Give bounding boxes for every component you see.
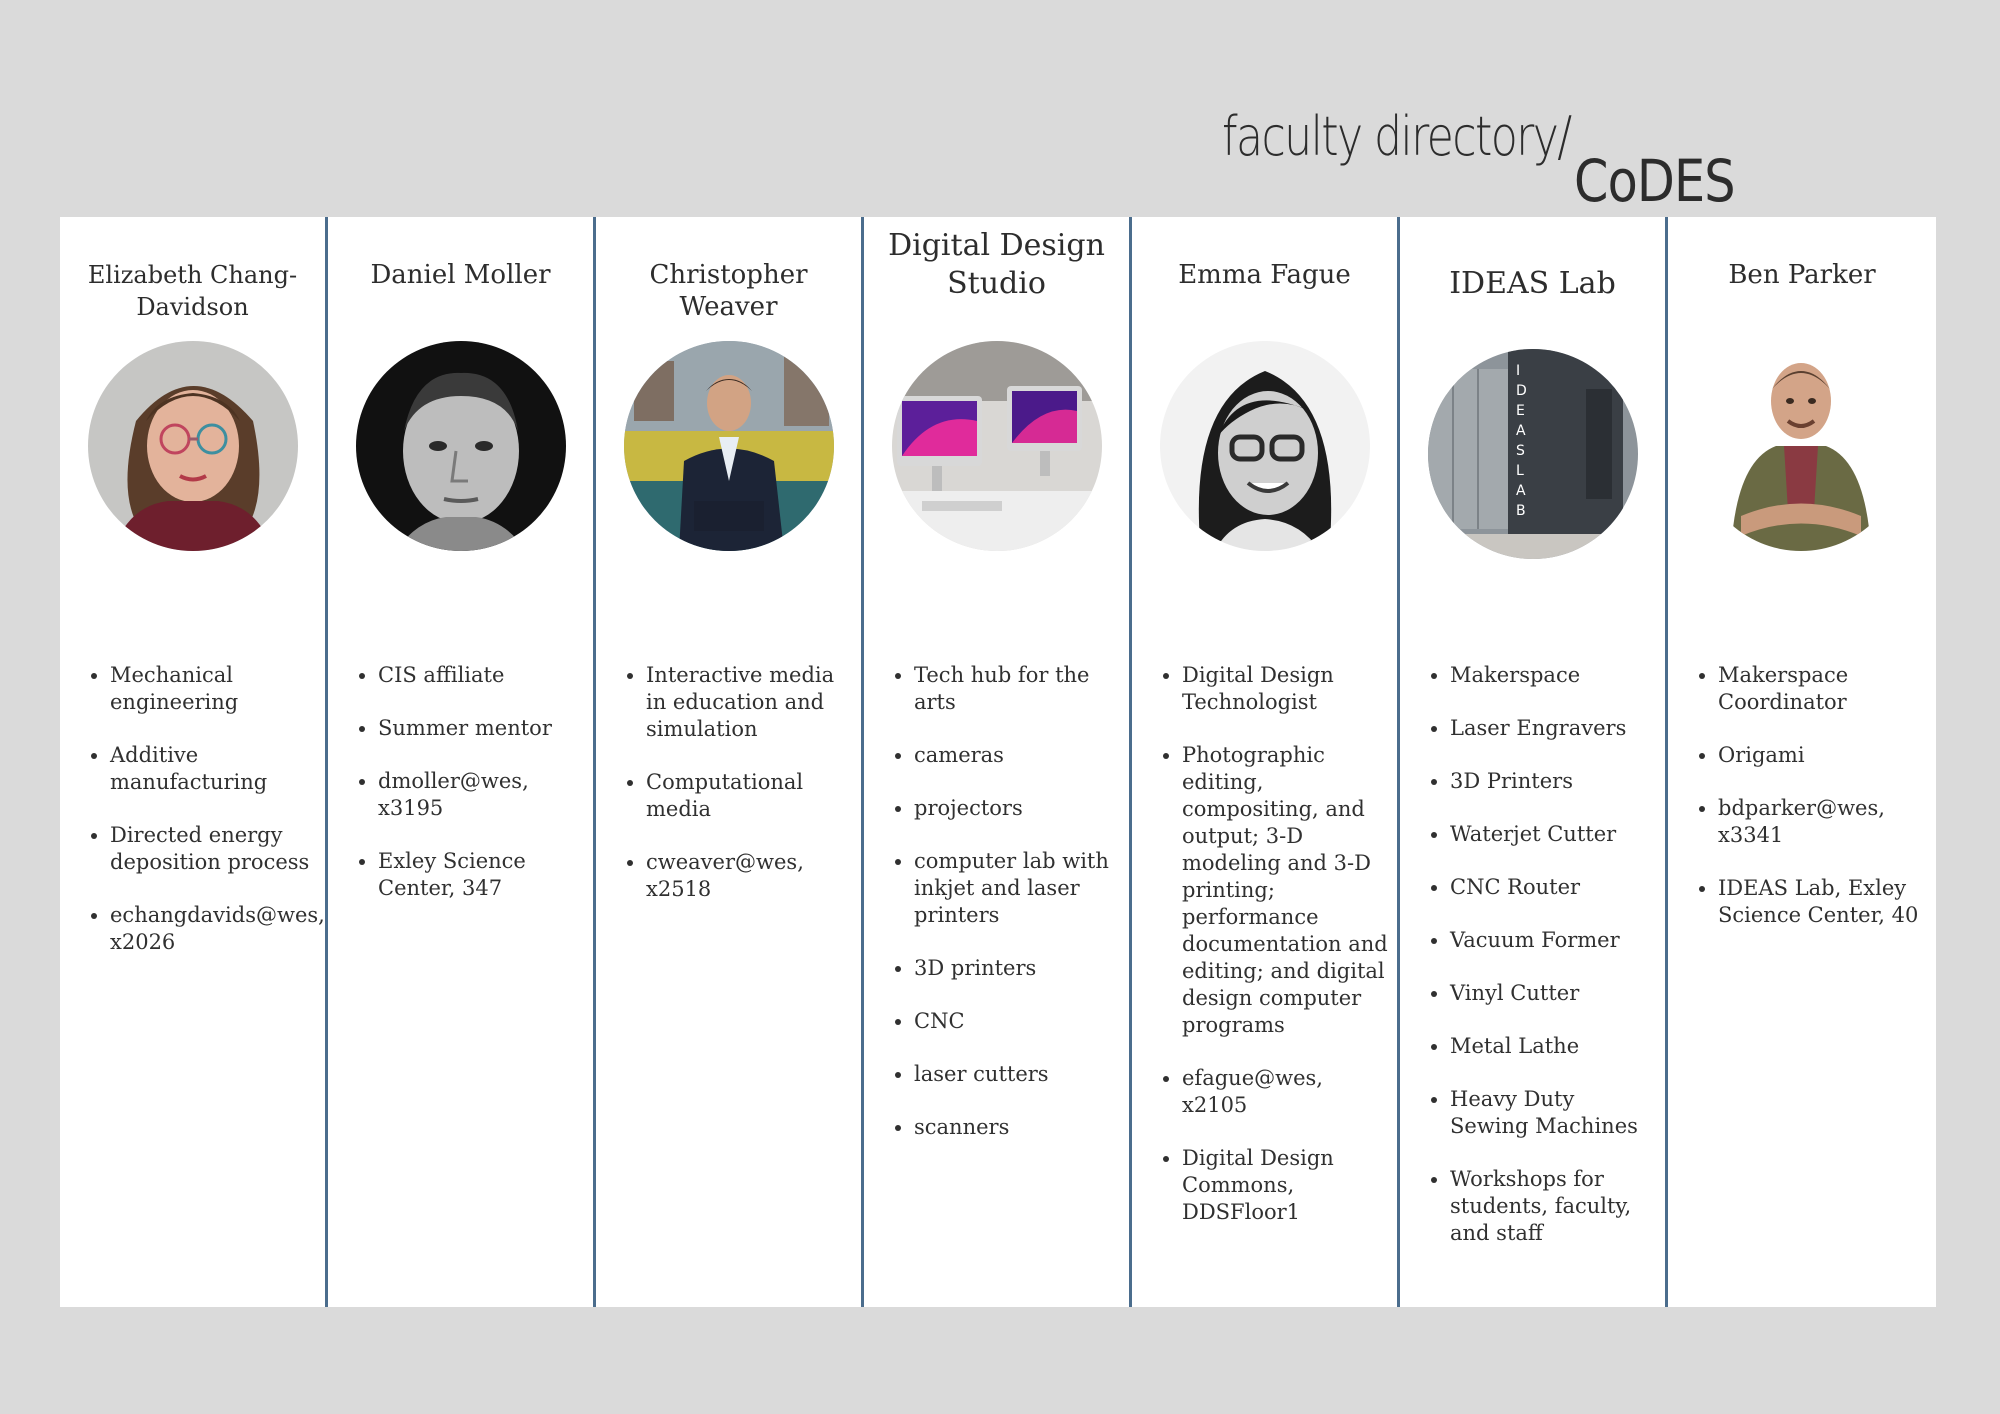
column-list bbox=[80, 662, 325, 982]
directory-board bbox=[60, 217, 1936, 1307]
column-list bbox=[1152, 662, 1391, 1252]
page-title-sub: CoDES bbox=[1574, 147, 1735, 215]
portrait-photo bbox=[1696, 341, 1906, 551]
portrait-photo bbox=[356, 341, 566, 551]
list-item: • dmoller@wes, x3195 bbox=[378, 768, 587, 822]
column-heading: IDEAS Lab bbox=[1449, 266, 1616, 301]
list-item: • efague@wes, x2105 bbox=[1182, 1065, 1391, 1119]
list-item: • bdparker@wes, x3341 bbox=[1718, 795, 1930, 849]
column-heading: Ben Parker bbox=[1728, 260, 1876, 290]
page-title-main: faculty directory/ bbox=[1222, 105, 1571, 168]
list-item: • Vacuum Former bbox=[1450, 927, 1659, 954]
directory-column-fague bbox=[1132, 217, 1400, 1307]
list-item: • Tech hub for the arts bbox=[914, 662, 1123, 716]
list-item: • Summer mentor bbox=[378, 715, 587, 742]
list-item: • CIS affiliate bbox=[378, 662, 587, 689]
portrait-photo bbox=[88, 341, 298, 551]
list-item: • Mechanical engineering bbox=[110, 662, 319, 716]
column-list bbox=[884, 662, 1123, 1167]
list-item: • Origami bbox=[1718, 742, 1930, 769]
list-item: • IDEAS Lab, Exley Science Center, 40 bbox=[1718, 875, 1930, 929]
list-item: • laser cutters bbox=[914, 1061, 1123, 1088]
column-list bbox=[616, 662, 855, 929]
list-item: • scanners bbox=[914, 1114, 1123, 1141]
list-item: • projectors bbox=[914, 795, 1123, 822]
list-item: • Metal Lathe bbox=[1450, 1033, 1659, 1060]
studio-photo bbox=[892, 341, 1102, 551]
list-item: • CNC bbox=[914, 1008, 1123, 1035]
sign-letter: E bbox=[1516, 403, 1525, 419]
list-item: • CNC Router bbox=[1450, 874, 1659, 901]
sign-letter: I bbox=[1516, 363, 1521, 379]
list-item: • Vinyl Cutter bbox=[1450, 980, 1659, 1007]
column-heading: Daniel Moller bbox=[370, 260, 551, 290]
lab-photo bbox=[1428, 349, 1638, 559]
sign-letter: L bbox=[1516, 463, 1524, 479]
column-heading: Emma Fague bbox=[1178, 260, 1351, 290]
list-item: • Waterjet Cutter bbox=[1450, 821, 1659, 848]
column-heading: Christopher Weaver bbox=[649, 260, 808, 322]
directory-column-moller bbox=[328, 217, 596, 1307]
list-item: • cameras bbox=[914, 742, 1123, 769]
directory-column-digital-design-studio bbox=[864, 217, 1132, 1307]
column-heading: Elizabeth Chang-Davidson bbox=[87, 261, 298, 321]
list-item: • echangdavids@wes, x2026 bbox=[110, 902, 319, 956]
sign-letter: B bbox=[1516, 503, 1526, 519]
list-item: • Digital Design Commons, DDSFloor1 bbox=[1182, 1145, 1391, 1226]
list-item: • cweaver@wes, x2518 bbox=[646, 849, 855, 903]
list-item: • Laser Engravers bbox=[1450, 715, 1659, 742]
list-item: • Digital Design Technologist bbox=[1182, 662, 1391, 716]
sign-letter: D bbox=[1516, 383, 1527, 399]
column-list bbox=[1420, 662, 1659, 1273]
list-item: • Additive manufacturing bbox=[110, 742, 319, 796]
directory-column-chang-davidson bbox=[60, 217, 328, 1307]
list-item: • 3D Printers bbox=[1450, 768, 1659, 795]
column-list bbox=[1688, 662, 1930, 955]
column-heading: Digital Design Studio bbox=[888, 228, 1105, 301]
column-list bbox=[348, 662, 587, 928]
list-item: • Heavy Duty Sewing Machines bbox=[1450, 1086, 1659, 1140]
portrait-photo bbox=[624, 341, 834, 551]
list-item: • Exley Science Center, 347 bbox=[378, 848, 587, 902]
sign-letter: S bbox=[1516, 443, 1525, 459]
sign-letter: A bbox=[1516, 423, 1526, 439]
list-item: • Computational media bbox=[646, 769, 855, 823]
list-item: • Makerspace bbox=[1450, 662, 1659, 689]
list-item: • Directed energy deposition process bbox=[110, 822, 319, 876]
page-title bbox=[1222, 105, 1735, 215]
list-item: • computer lab with inkjet and laser printers bbox=[914, 848, 1123, 929]
list-item: • Photographic editing, compositing, and output; 3-D modeling and 3-D printing; performance documentation and editing; and digital design computer programs bbox=[1182, 742, 1391, 1039]
list-item: • Interactive media in education and simulation bbox=[646, 662, 855, 743]
sign-letter: A bbox=[1516, 483, 1526, 499]
list-item: • Workshops for students, faculty, and staff bbox=[1450, 1166, 1659, 1247]
directory-column-ideas-lab bbox=[1400, 217, 1668, 1307]
list-item: • Makerspace Coordinator bbox=[1718, 662, 1930, 716]
directory-column-parker bbox=[1668, 217, 1936, 1307]
directory-column-weaver bbox=[596, 217, 864, 1307]
portrait-photo bbox=[1160, 341, 1370, 551]
list-item: • 3D printers bbox=[914, 955, 1123, 982]
